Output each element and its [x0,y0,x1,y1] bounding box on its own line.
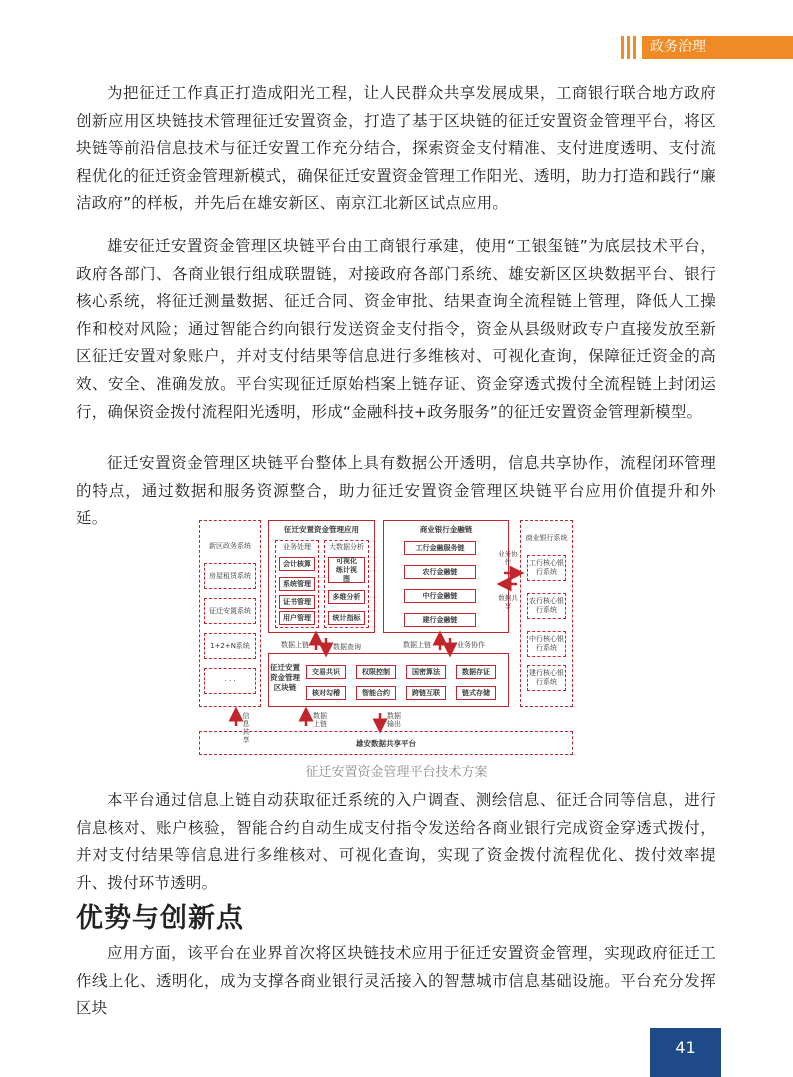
core-item: 数据存证 [456,665,496,679]
page-number: 41 [650,1028,721,1077]
section-heading: 优势与创新点 [76,903,244,934]
bank-system-item: 农行核心银行系统 [527,593,566,619]
bank-chain-item: 农行金融链 [404,565,476,579]
biz-item: 用户管理 [279,611,315,625]
header-stripe [627,36,630,59]
app-box [268,520,375,633]
gov-system-item: 房屋租赁系统 [204,563,256,589]
core-item: 国密算法 [406,665,446,679]
bank-chain-item: 工行金融服务链 [404,541,476,555]
figure-caption: 征迁安置资金管理平台技术方案 [305,765,488,780]
core-item: 链式存储 [456,686,496,700]
arrow-label: 业务协作 [498,550,518,566]
arrow-label: 数据上链 [313,712,327,728]
bigdata-item: 统计指标 [328,611,365,625]
bigdata-item: 可视化练计视图 [328,557,365,583]
arrow-label: 数据查询 [333,643,361,651]
bank-system-item: 中行核心银行系统 [527,631,566,657]
paragraph-intro: 为把征迁工作真正打造成阳光工程，让人民群众共享发展成果，工商银行联合地方政府创新应用区块链技术管理征迁安置资金，打造了基于区块链的征迁安置资金管理平台，将区块链等前沿信息技术与征迁安置工作充分结合，探索资金支付精准、支付进度透明、支付流程优化的征迁资金管理新模式，确保征迁安置资金管理工作阳光、透明，助力打造和践行“廉洁政府”的样板，并先后在雄安新区、南京江北新区试点应用。 [76,84,716,213]
bank-systems-title: 商业银行系统 [525,534,568,542]
arrow-label: 信息共享 [242,712,250,744]
bank-chain-box [383,520,509,633]
core-item: 权限控制 [356,665,396,679]
gov-system-item: 征迁安置系统 [204,598,256,624]
header-stripe [621,36,624,59]
paragraph-process: 本平台通过信息上链自动获取征迁系统的入户调查、测绘信息、征迁合同等信息，进行信息核对、账户核验，智能合约自动生成支付指令发送给各商业银行完成资金穿透式拨付，并对支付结果等信息进行多维核对、可视化查询，实现了资金拨付流程优化、拨付效率提升、拨付环节透明。 [76,791,716,892]
arrow-label: 数据上链 [281,641,309,649]
bigdata-item: 多维分析 [328,590,365,604]
gov-system-item: · · · [204,668,256,694]
bigdata-box [324,540,369,628]
paragraph-application: 应用方面，该平台在业界首次将区块链技术应用于征迁安置资金管理，实现政府征迁工作线上化、透明化，成为支撑各商业银行灵活接入的智慧城市信息基础设施。平台充分发挥区块 [76,944,716,1018]
bank-system-item: 建行核心银行系统 [527,665,566,691]
bigdata-title: 大数据分析 [329,543,364,551]
bank-chain-title: 商业银行金融链 [419,525,473,534]
gov-systems-title: 新区政务系统 [209,542,251,550]
bank-chain-item: 中行金融链 [404,589,476,603]
section-label: 政务治理 [642,36,793,59]
core-item: 智能合约 [356,686,396,700]
bank-systems-box [520,520,573,707]
biz-box [275,540,319,628]
gov-systems-box [199,520,261,707]
core-item: 跨链互联 [406,686,446,700]
arrow-label: 数据输出 [387,712,401,728]
biz-item: 证书管理 [279,595,315,609]
header-stripe [633,36,636,59]
app-title: 征迁安置资金管理应用 [284,525,359,534]
core-chain-title: 征迁安置资金管理区块链 [270,663,300,692]
shared-platform-box [199,731,573,755]
paragraph-platform: 雄安征迁安置资金管理区块链平台由工商银行承建，使用“工银玺链”为底层技术平台，政府各部门、各商业银行组成联盟链，对接政府各部门系统、雄安新区区块数据平台、银行核心系统，将征迁测量数据、征迁合同、资金审批、结果查询全流程链上管理，降低人工操作和校对风险；通过智能合约向银行发送资金支付指令，资金从县级财政专户直接发放至新区征迁安置对象账户，并对支付结果等信息进行多维核对、可视化查询，保障征迁资金的高效、安全、准确发放。平台实现征迁原始档案上链存证、资金穿透式拨付全流程链上封闭运行，确保资金拨付流程阳光透明，形成“金融科技+政务服务”的征迁安置资金管理新模型。 [76,237,716,421]
arrow-label: 数据上链 [403,641,431,649]
biz-item: 系统管理 [279,577,315,591]
biz-title: 业务处理 [283,543,311,551]
biz-item: 会计核算 [279,557,315,571]
arrow-label: 业务协作 [457,641,485,649]
shared-platform-title: 雄安数据共享平台 [356,739,416,748]
bank-system-item: 工行核心银行系统 [527,555,566,581]
core-chain-box [268,653,509,707]
section-header [621,36,793,59]
core-item: 交易共识 [306,665,346,679]
core-item: 核对勾稽 [306,686,346,700]
paragraph-features: 征迁安置资金管理区块链平台整体上具有数据公开透明，信息共享协作，流程闭环管理的特点，通过数据和服务资源整合，助力征迁安置资金管理区块链平台应用价值提升和外延。 [76,454,716,528]
gov-system-item: 1+2+N系统 [204,633,256,659]
bank-chain-item: 建行金融链 [404,613,476,627]
arrow-label: 数据共享 [498,594,518,610]
